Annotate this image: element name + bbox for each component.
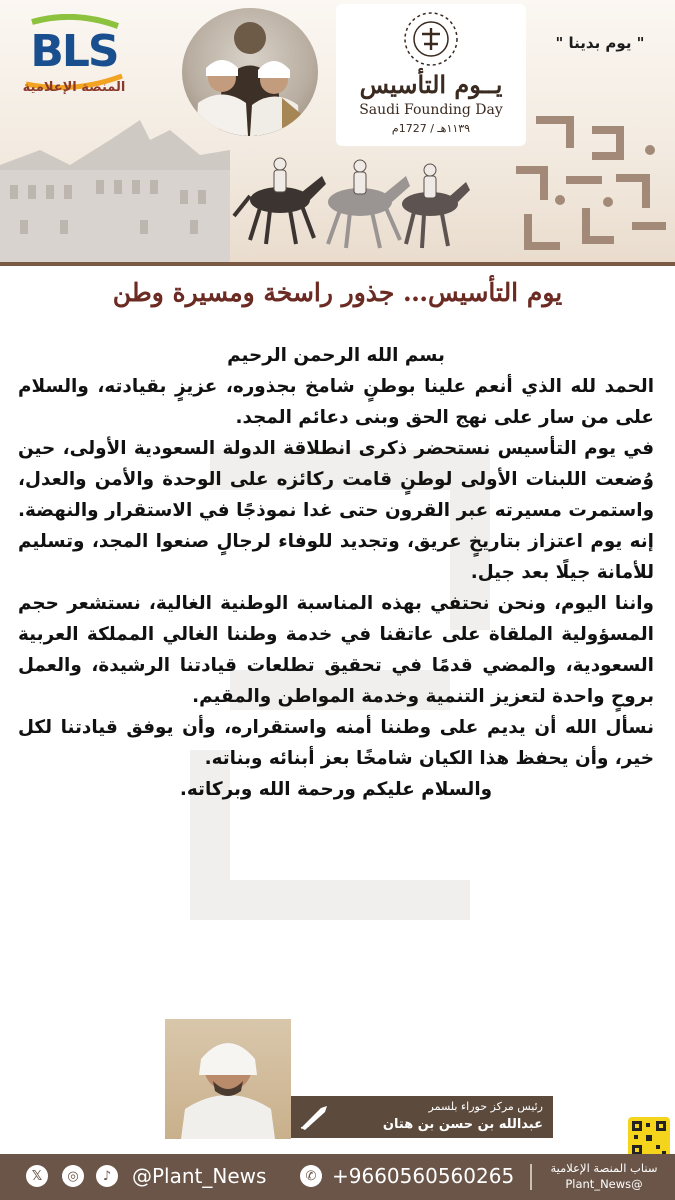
founding-title-en: Saudi Founding Day bbox=[359, 102, 503, 118]
footer-handle[interactable]: @Plant_News bbox=[132, 1164, 267, 1188]
footer-bar bbox=[0, 1154, 675, 1200]
qr-pattern bbox=[628, 1117, 670, 1159]
founding-glyph-pattern bbox=[500, 100, 675, 260]
article-closing: والسلام عليكم ورحمة الله وبركاته. bbox=[179, 779, 493, 800]
author-caption bbox=[291, 1096, 553, 1138]
article-body bbox=[18, 340, 654, 805]
founding-emblem-icon bbox=[402, 10, 460, 68]
author-photo bbox=[165, 1019, 291, 1139]
x-icon[interactable]: 𝕏 bbox=[26, 1165, 48, 1187]
author-photo-art bbox=[165, 1019, 291, 1139]
quill-pen-icon bbox=[299, 1104, 331, 1130]
founding-title-ar: يــوم التأسيس bbox=[359, 70, 503, 99]
article-paragraph-1: الحمد لله الذي أنعم علينا بوطنٍ شامخ بجذوره، عزيزٍ بقيادته، والسلام على من سار على نهج الحق وبنى دعائم المجد. bbox=[18, 376, 654, 428]
diriyah-fort-illustration bbox=[0, 110, 230, 265]
founding-year: ١١٣٩هـ / 1727م bbox=[391, 122, 471, 135]
footer-brand-line-1: سناب المنصة الإعلامية bbox=[550, 1161, 658, 1175]
article-paragraph-3: واننا اليوم، ونحن نحتفي بهذه المناسبة الوطنية الغالية، نستشعر حجم المسؤولية الملقاة على عاتقنا في خدمة وطننا الغالي المملكة العربية السعودية، والمضي قدمًا في تحقيق تطلعات قيادتنا الرشيدة، والعمل بروحٍ واحدة لتعزيز التنمية وخدمة المواطن والمقيم. bbox=[18, 593, 654, 707]
footer-phone[interactable]: +9660560560265 bbox=[332, 1164, 515, 1188]
header-banner bbox=[0, 0, 675, 266]
logo-text: BLS bbox=[30, 26, 118, 77]
author-name: عبدالله بن حسن بن هتان bbox=[382, 1117, 543, 1132]
founding-day-emblem bbox=[336, 4, 526, 146]
footer-separator bbox=[530, 1164, 532, 1190]
tiktok-icon[interactable]: ♪ bbox=[96, 1165, 118, 1187]
article-title: يوم التأسيس… جذور راسخة ومسيرة وطن bbox=[112, 278, 563, 307]
footer-brand-line-2: @Plant_News bbox=[565, 1177, 643, 1191]
header-divider bbox=[0, 262, 675, 266]
article-paragraph-4: نسأل الله أن يديم على وطننا أمنه واستقراره، وأن يوفق قيادتنا لكل خير، وأن يحفظ هذا الكيان شامخًا بعز أبنائه وبناته. bbox=[18, 717, 654, 769]
instagram-icon[interactable]: ◎ bbox=[62, 1165, 84, 1187]
article-paragraph-2: في يوم التأسيس نستحضر ذكرى انطلاقة الدولة السعودية الأولى، حين وُضعت اللبنات الأولى لوطنٍ قامت ركائزه على الوحدة والأمن والعدل، واستمرت مسيرته عبر القرون حتى غدا نموذجًا في الاستقرار والنهضة. إنه يوم اعتزاز بتاريخٍ عريق، وتجديد للوفاء لرجالٍ صنعوا المجد، وتسليم للأمانة جيلًا بعد جيل. bbox=[18, 438, 654, 583]
whatsapp-icon[interactable]: ✆ bbox=[300, 1165, 322, 1187]
snapchat-qr-code[interactable] bbox=[628, 1117, 670, 1159]
author-role: رئيس مركز حوراء بلسمر bbox=[428, 1100, 543, 1113]
slogan-quote: " يوم بدينا " bbox=[555, 34, 645, 52]
footer-brand bbox=[538, 1160, 670, 1192]
bismillah: بسم الله الرحمن الرحيم bbox=[227, 345, 445, 366]
logo-subtitle: المنصة الإعلامية bbox=[22, 80, 126, 95]
horse-riders-illustration bbox=[230, 140, 470, 255]
